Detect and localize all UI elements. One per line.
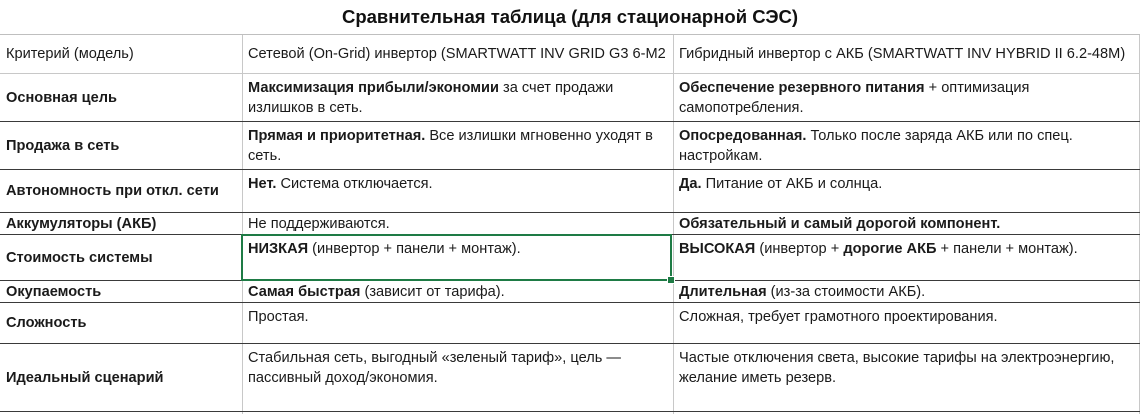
cell-text: (инвертор + [755,241,844,257]
ongrid-cell[interactable] [242,74,673,121]
criterion-cell[interactable]: Автономность при откл. сети [6,183,219,199]
table-row [0,122,1140,170]
table-row [0,213,1140,235]
table-header-row [0,35,1140,74]
header-hybrid-cell[interactable]: Гибридный инвертор с АКБ (SMARTWATT INV HYBRID II 6.2-48M) [679,46,1126,62]
hybrid-cell[interactable] [673,74,1140,121]
table-row [0,303,1140,344]
cell-text: + панели + монтаж). [936,241,1078,257]
cell-bold-text: дорогие АКБ [843,241,937,257]
cell-text: (инвертор + панели + монтаж). [308,241,521,257]
cell-bold-text: ВЫСОКАЯ [679,241,756,257]
cell-text: Стабильная сеть, выгодный «зеленый тариф», цель — пассивный доход/экономия. [248,350,621,386]
hybrid-cell[interactable] [673,303,1140,343]
hybrid-cell[interactable] [673,122,1140,169]
cell-bold-text: Обязательный и самый дорогой компонент. [679,215,1001,232]
cell-bold-text: Да. [679,176,702,192]
cell-text: Система отключается. [276,176,433,192]
hybrid-cell[interactable] [673,281,1140,302]
header-criterion-cell[interactable]: Критерий (модель) [6,46,134,62]
hybrid-cell[interactable] [673,235,1140,280]
hybrid-cell[interactable] [673,213,1140,234]
cell-bold-text: Максимизация прибыли/экономии [248,80,499,96]
cell-text: + оптимизация самопотребления. [679,80,1030,116]
cell-bold-text: Нет. [248,176,277,192]
criterion-cell[interactable]: Идеальный сценарий [6,369,164,386]
criterion-cell[interactable]: Основная цель [6,89,117,106]
ongrid-cell[interactable] [242,122,673,169]
cell-text: (зависит от тарифа). [360,283,505,300]
table-row [0,74,1140,122]
cell-text: Все излишки мгновенно уходят в сеть. [248,128,653,164]
cell-bold-text: Самая быстрая [248,283,361,300]
cell-text: Сложная, требует грамотного проектирования. [679,309,998,325]
cell-text: Частые отключения света, высокие тарифы на электроэнергию, желание иметь резерв. [679,350,1115,386]
table-row [0,281,1140,303]
cell-text: за счет продажи излишков в сеть. [248,80,614,116]
ongrid-cell[interactable] [242,344,673,411]
criterion-cell[interactable]: Стоимость системы [6,249,153,266]
criterion-cell[interactable]: Аккумуляторы (АКБ) [6,215,157,232]
ongrid-cell[interactable] [242,170,673,212]
ongrid-cell[interactable] [242,213,673,234]
ongrid-cell[interactable] [242,281,673,302]
table-row [0,170,1140,213]
cell-text: Не поддерживаются. [248,215,390,232]
cell-bold-text: Обеспечение резервного питания [679,80,925,96]
cell-bold-text: Длительная [679,283,767,300]
cell-text: (из-за стоимости АКБ). [766,283,926,300]
hybrid-cell[interactable] [673,170,1140,212]
criterion-cell[interactable]: Продажа в сеть [6,137,120,154]
cell-bold-text: Опосредованная. [679,128,807,144]
table-row [0,344,1140,412]
criterion-cell[interactable]: Сложность [6,315,87,331]
cell-bold-text: Прямая и приоритетная. [248,128,426,144]
header-ongrid-cell[interactable]: Сетевой (On-Grid) инвертор (SMARTWATT INV GRID G3 6-M2 [248,46,666,62]
table-row [0,235,1140,281]
ongrid-cell[interactable] [242,235,673,280]
cell-text: Простая. [248,309,309,325]
hybrid-cell[interactable] [673,344,1140,411]
cell-bold-text: НИЗКАЯ [248,241,309,257]
criterion-cell[interactable]: Окупаемость [6,283,102,300]
cell-text: Питание от АКБ и солнца. [701,176,883,192]
ongrid-cell[interactable] [242,303,673,343]
cell-text: Только после заряда АКБ или по спец. настройкам. [679,128,1073,164]
table-title[interactable]: Сравнительная таблица (для стационарной СЭС) [0,0,1140,35]
